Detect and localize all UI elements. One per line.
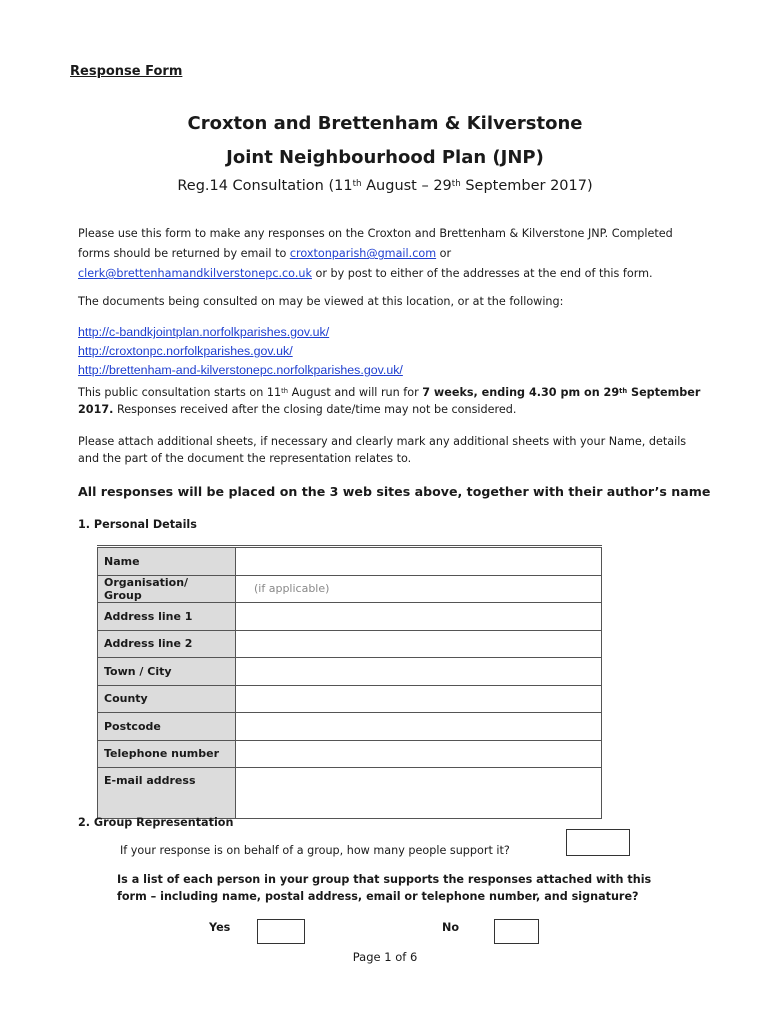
dates-mid: August – 29 <box>361 178 452 194</box>
table-row <box>98 713 602 741</box>
row-label-county: County <box>98 685 236 713</box>
section2-heading: 2. Group Representation <box>78 816 234 829</box>
form-heading: Response Form <box>70 64 183 79</box>
table-row <box>98 768 602 819</box>
row-label-postcode: Postcode <box>98 713 236 741</box>
link-list <box>78 321 698 378</box>
cons-mid: August and will run for <box>288 386 423 399</box>
group-list-question: Is a list of each person in your group that supports the responses attached with this form – including name, postal address, email or telephone number, and signature? <box>117 873 652 903</box>
intro-paragraph <box>78 224 703 284</box>
dates-pre: Reg.14 Consultation (11 <box>177 178 353 194</box>
cons-bold-end: September 2017. <box>78 386 701 416</box>
document-title: Croxton and Brettenham & Kilverstone <box>187 113 583 134</box>
row-label-name: Name <box>98 547 236 576</box>
personal-details-table <box>97 545 602 819</box>
table-row <box>98 575 602 603</box>
cons-sup1: th <box>281 386 289 395</box>
row-label-telephone: Telephone number <box>98 740 236 768</box>
consultation-paragraph <box>78 384 703 418</box>
page-number: Page 1 of 6 <box>352 950 418 964</box>
no-checkbox[interactable] <box>494 919 539 944</box>
consultation-dates <box>0 178 770 194</box>
attach-paragraph: Please attach additional sheets, if necessary and clearly mark any additional sheets with your Name, details and the part of the document the representation relates to. <box>78 435 687 465</box>
link-croxton[interactable]: http://croxtonpc.norfolkparishes.gov.uk/ <box>78 344 293 358</box>
address2-field[interactable] <box>236 630 602 658</box>
intro-text3: or by post to either of the addresses at the end of this form. <box>311 267 653 280</box>
email-link-clerk[interactable]: clerk@brettenhamandkilverstonepc.co.uk <box>78 267 312 280</box>
yes-checkbox[interactable] <box>257 919 305 944</box>
cons-bold-main: 7 weeks, ending 4.30 pm on 29 <box>422 386 620 399</box>
table-row <box>98 685 602 713</box>
documents-paragraph: The documents being consulted on may be viewed at this location, or at the following: <box>78 295 564 308</box>
dates-post: September 2017) <box>460 178 593 194</box>
row-label-email: E-mail address <box>98 768 236 819</box>
table-row <box>98 658 602 686</box>
row-label-organisation: Organisation/ Group <box>98 575 236 603</box>
intro-text2: or <box>436 247 452 260</box>
name-field[interactable] <box>236 547 602 576</box>
email-field[interactable] <box>236 768 602 819</box>
email-link-croxton[interactable]: croxtonparish@gmail.com <box>289 247 437 260</box>
table-row <box>98 630 602 658</box>
table-row <box>98 740 602 768</box>
cons-sup2: th <box>619 386 628 395</box>
postcode-field[interactable] <box>236 713 602 741</box>
table-row <box>98 603 602 631</box>
row-label-town: Town / City <box>98 658 236 686</box>
organisation-field[interactable] <box>236 575 602 603</box>
address1-field[interactable] <box>236 603 602 631</box>
row-label-address2: Address line 2 <box>98 630 236 658</box>
dates-sup2: th <box>451 179 461 190</box>
document-subtitle: Joint Neighbourhood Plan (JNP) <box>226 147 544 168</box>
county-field[interactable] <box>236 685 602 713</box>
no-label: No <box>442 921 460 934</box>
dates-sup1: th <box>352 179 362 190</box>
group-size-question: If your response is on behalf of a group, how many people support it? <box>120 844 510 857</box>
yes-label: Yes <box>209 921 231 934</box>
section1-heading: 1. Personal Details <box>78 518 197 531</box>
group-size-input[interactable] <box>566 829 630 856</box>
town-field[interactable] <box>236 658 602 686</box>
cons-pre: This public consultation starts on 11 <box>78 386 282 399</box>
link-brettenham[interactable]: http://brettenham-and-kilverstonepc.norfolkparishes.gov.uk/ <box>78 363 403 377</box>
row-label-address1: Address line 1 <box>98 603 236 631</box>
link-jointplan[interactable]: http://c-bandkjointplan.norfolkparishes.gov.uk/ <box>78 325 330 339</box>
table-row <box>98 547 602 576</box>
intro-text1: Please use this form to make any responses on the Croxton and Brettenham & Kilverstone JNP. Completed forms should be returned by email to <box>78 227 673 260</box>
cons-post: Responses received after the closing date/time may not be considered. <box>113 403 517 416</box>
organisation-hint: (if applicable) <box>254 582 330 596</box>
telephone-field[interactable] <box>236 740 602 768</box>
all-responses-notice: All responses will be placed on the 3 web sites above, together with their author’s name <box>78 484 711 499</box>
